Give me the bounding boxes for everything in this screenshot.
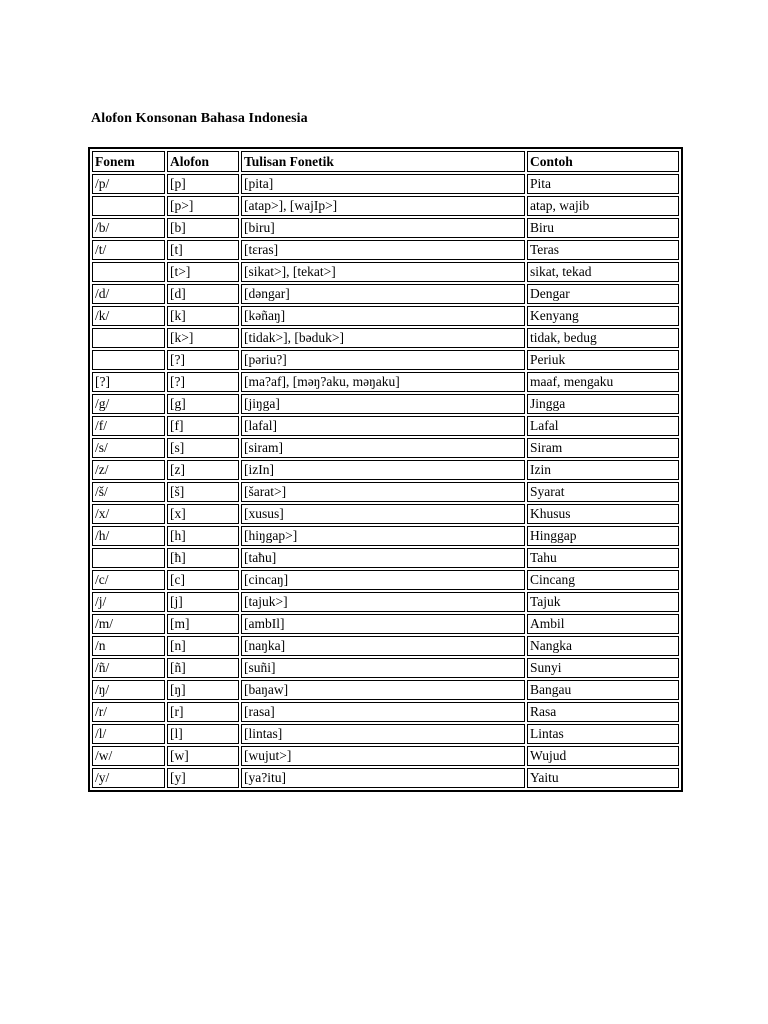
fonem-cell — [92, 262, 165, 282]
table-row — [92, 460, 679, 480]
fonem-cell — [92, 328, 165, 348]
contoh-cell: Tahu — [527, 548, 679, 568]
fonem-cell: /f/ — [92, 416, 165, 436]
alofon-cell: [r] — [167, 702, 239, 722]
fonetik-cell: [pita] — [241, 174, 525, 194]
contoh-cell: Hinggap — [527, 526, 679, 546]
alofon-cell: [t˃] — [167, 262, 239, 282]
fonetik-cell: [biru] — [241, 218, 525, 238]
fonem-cell: /w/ — [92, 746, 165, 766]
fonetik-cell: [jiŋga] — [241, 394, 525, 414]
fonetik-cell: [wujut˃] — [241, 746, 525, 766]
alofon-cell: [k] — [167, 306, 239, 326]
contoh-cell: Dengar — [527, 284, 679, 304]
table-row — [92, 372, 679, 392]
header-alofon: Alofon — [167, 151, 239, 172]
fonem-cell: /l/ — [92, 724, 165, 744]
fonem-cell: /ñ/ — [92, 658, 165, 678]
table-row — [92, 218, 679, 238]
fonem-cell: /d/ — [92, 284, 165, 304]
contoh-cell: Biru — [527, 218, 679, 238]
table-row — [92, 592, 679, 612]
fonetik-cell: [kəñaŋ] — [241, 306, 525, 326]
alofon-cell: [?] — [167, 372, 239, 392]
alofon-cell: [m] — [167, 614, 239, 634]
contoh-cell: Izin — [527, 460, 679, 480]
fonetik-cell: [sikat˃], [tekat˃] — [241, 262, 525, 282]
fonetik-cell: [ma?af], [məŋ?aku, məŋaku] — [241, 372, 525, 392]
fonetik-cell: [naŋka] — [241, 636, 525, 656]
alofon-cell: [b] — [167, 218, 239, 238]
document-title: Alofon Konsonan Bahasa Indonesia — [91, 111, 308, 126]
fonetik-cell: [lintas] — [241, 724, 525, 744]
alofon-cell: [t] — [167, 240, 239, 260]
fonem-cell: /b/ — [92, 218, 165, 238]
contoh-cell: Periuk — [527, 350, 679, 370]
contoh-cell: Siram — [527, 438, 679, 458]
alofon-cell: [l] — [167, 724, 239, 744]
table-row — [92, 350, 679, 370]
contoh-cell: Cincang — [527, 570, 679, 590]
alofon-cell: [p˃] — [167, 196, 239, 216]
table-row — [92, 570, 679, 590]
contoh-cell: Yaitu — [527, 768, 679, 788]
table-row — [92, 196, 679, 216]
alofon-cell: [x] — [167, 504, 239, 524]
table-row — [92, 240, 679, 260]
alofon-cell: [h] — [167, 526, 239, 546]
contoh-cell: Nangka — [527, 636, 679, 656]
alofon-cell: [š] — [167, 482, 239, 502]
fonem-cell: /r/ — [92, 702, 165, 722]
alofon-cell: [y] — [167, 768, 239, 788]
fonetik-cell: [atap˃], [wajIp˃] — [241, 196, 525, 216]
fonem-cell: /p/ — [92, 174, 165, 194]
fonem-cell: /š/ — [92, 482, 165, 502]
alofon-cell: [ñ] — [167, 658, 239, 678]
fonem-cell: /ŋ/ — [92, 680, 165, 700]
allophone-table — [88, 147, 683, 792]
table-row — [92, 614, 679, 634]
table-row — [92, 284, 679, 304]
contoh-cell: Jingga — [527, 394, 679, 414]
contoh-cell: Pita — [527, 174, 679, 194]
contoh-cell: maaf, mengaku — [527, 372, 679, 392]
fonetik-cell: [cincaŋ] — [241, 570, 525, 590]
fonetik-cell: [taħu] — [241, 548, 525, 568]
table-row — [92, 526, 679, 546]
contoh-cell: Rasa — [527, 702, 679, 722]
fonem-cell — [92, 548, 165, 568]
alofon-cell: [d] — [167, 284, 239, 304]
alofon-cell: [f] — [167, 416, 239, 436]
table-body — [92, 174, 679, 788]
fonem-cell: /x/ — [92, 504, 165, 524]
contoh-cell: Teras — [527, 240, 679, 260]
table-row — [92, 768, 679, 788]
alofon-cell: [ŋ] — [167, 680, 239, 700]
fonetik-cell: [ya?itu] — [241, 768, 525, 788]
fonem-cell — [92, 196, 165, 216]
table-row — [92, 724, 679, 744]
fonem-cell: /h/ — [92, 526, 165, 546]
table-row — [92, 504, 679, 524]
fonetik-cell: [lafal] — [241, 416, 525, 436]
fonetik-cell: [suñi] — [241, 658, 525, 678]
contoh-cell: atap, wajib — [527, 196, 679, 216]
table-row — [92, 394, 679, 414]
header-fonem: Fonem — [92, 151, 165, 172]
fonetik-cell: [izIn] — [241, 460, 525, 480]
contoh-cell: Kenyang — [527, 306, 679, 326]
table-row — [92, 482, 679, 502]
alofon-cell: [c] — [167, 570, 239, 590]
fonem-cell: [?] — [92, 372, 165, 392]
alofon-cell: [g] — [167, 394, 239, 414]
contoh-cell: sikat, tekad — [527, 262, 679, 282]
table-row — [92, 306, 679, 326]
table-header-row — [92, 151, 679, 172]
alofon-cell: [z] — [167, 460, 239, 480]
fonem-cell: /k/ — [92, 306, 165, 326]
alofon-cell: [w] — [167, 746, 239, 766]
fonetik-cell: [tεras] — [241, 240, 525, 260]
fonetik-cell: [rasa] — [241, 702, 525, 722]
table-row — [92, 262, 679, 282]
alofon-cell: [?] — [167, 350, 239, 370]
fonem-cell: /m/ — [92, 614, 165, 634]
fonem-cell: /z/ — [92, 460, 165, 480]
alofon-cell: [n] — [167, 636, 239, 656]
table-row — [92, 548, 679, 568]
alofon-cell: [k˃] — [167, 328, 239, 348]
fonetik-cell: [šarat˃] — [241, 482, 525, 502]
contoh-cell: Wujud — [527, 746, 679, 766]
table-row — [92, 636, 679, 656]
fonem-cell: /t/ — [92, 240, 165, 260]
fonem-cell: /j/ — [92, 592, 165, 612]
table-row — [92, 702, 679, 722]
fonetik-cell: [siram] — [241, 438, 525, 458]
contoh-cell: Khusus — [527, 504, 679, 524]
header-tulisan-fonetik: Tulisan Fonetik — [241, 151, 525, 172]
alofon-cell: [j] — [167, 592, 239, 612]
fonetik-cell: [dəngar] — [241, 284, 525, 304]
table-row — [92, 746, 679, 766]
fonetik-cell: [tajuk˃] — [241, 592, 525, 612]
table-row — [92, 438, 679, 458]
fonem-cell: /g/ — [92, 394, 165, 414]
table-row — [92, 416, 679, 436]
contoh-cell: Lintas — [527, 724, 679, 744]
header-contoh: Contoh — [527, 151, 679, 172]
alofon-cell: [p] — [167, 174, 239, 194]
contoh-cell: Lafal — [527, 416, 679, 436]
fonem-cell: /n — [92, 636, 165, 656]
contoh-cell: tidak, bedug — [527, 328, 679, 348]
contoh-cell: Tajuk — [527, 592, 679, 612]
fonem-cell: /y/ — [92, 768, 165, 788]
table-row — [92, 680, 679, 700]
contoh-cell: Bangau — [527, 680, 679, 700]
fonetik-cell: [ambIl] — [241, 614, 525, 634]
contoh-cell: Sunyi — [527, 658, 679, 678]
fonem-cell: /s/ — [92, 438, 165, 458]
fonem-cell: /c/ — [92, 570, 165, 590]
contoh-cell: Syarat — [527, 482, 679, 502]
fonetik-cell: [xusus] — [241, 504, 525, 524]
fonem-cell — [92, 350, 165, 370]
fonetik-cell: [baŋaw] — [241, 680, 525, 700]
table-row — [92, 658, 679, 678]
alofon-cell: [ħ] — [167, 548, 239, 568]
table-row — [92, 174, 679, 194]
fonetik-cell: [tidak˃], [bəduk˃] — [241, 328, 525, 348]
table-row — [92, 328, 679, 348]
contoh-cell: Ambil — [527, 614, 679, 634]
fonetik-cell: [hiŋgap˃] — [241, 526, 525, 546]
alofon-cell: [s] — [167, 438, 239, 458]
fonetik-cell: [pəriu?] — [241, 350, 525, 370]
